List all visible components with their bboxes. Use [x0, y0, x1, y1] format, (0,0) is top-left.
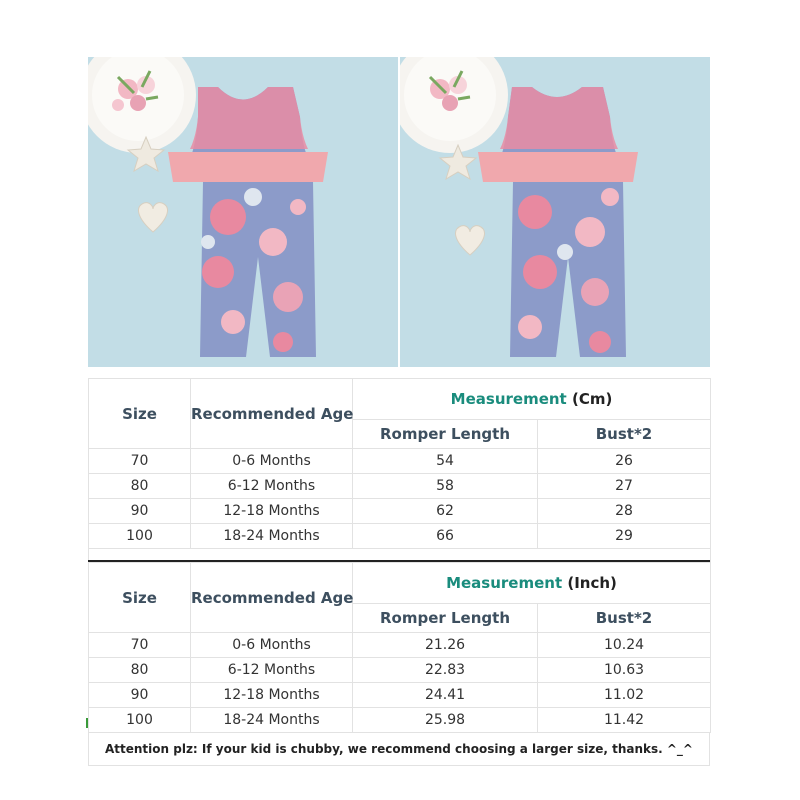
age-cell: 6-12 Months — [191, 658, 353, 683]
length-cell: 62 — [353, 499, 538, 524]
age-cell: 12-18 Months — [191, 499, 353, 524]
bust-cell: 27 — [538, 474, 711, 499]
length-cell: 54 — [353, 449, 538, 474]
size-cell: 90 — [89, 499, 191, 524]
age-cell: 0-6 Months — [191, 449, 353, 474]
measurement-unit: (Cm) — [571, 390, 613, 408]
table-row — [89, 633, 711, 658]
length-cell: 21.26 — [353, 633, 538, 658]
size-chart-inch — [88, 560, 710, 766]
recommended-age-header: Recommended Age — [191, 563, 353, 633]
size-cell: 70 — [89, 633, 191, 658]
length-cell: 25.98 — [353, 708, 538, 733]
table-row — [89, 683, 711, 708]
green-marker — [86, 718, 88, 728]
measurement-header — [353, 379, 711, 420]
length-cell: 22.83 — [353, 658, 538, 683]
measurement-header — [353, 563, 711, 604]
bust-header: Bust*2 — [538, 420, 711, 449]
bust-cell: 11.42 — [538, 708, 711, 733]
length-cell: 66 — [353, 524, 538, 549]
product-photo-front — [88, 57, 398, 367]
size-header: Size — [89, 379, 191, 449]
product-photo-back — [400, 57, 710, 367]
age-cell: 18-24 Months — [191, 524, 353, 549]
bust-cell: 11.02 — [538, 683, 711, 708]
size-cell: 70 — [89, 449, 191, 474]
table-row — [89, 708, 711, 733]
size-cell: 100 — [89, 524, 191, 549]
bust-cell: 10.24 — [538, 633, 711, 658]
length-cell: 24.41 — [353, 683, 538, 708]
table-row — [89, 474, 711, 499]
bust-cell: 26 — [538, 449, 711, 474]
bust-cell: 10.63 — [538, 658, 711, 683]
table-row — [89, 449, 711, 474]
size-header: Size — [89, 563, 191, 633]
measurement-unit: (Inch) — [567, 574, 617, 592]
table-row — [89, 499, 711, 524]
bust-header: Bust*2 — [538, 604, 711, 633]
age-cell: 6-12 Months — [191, 474, 353, 499]
age-cell: 0-6 Months — [191, 633, 353, 658]
table-row — [89, 658, 711, 683]
size-cell: 100 — [89, 708, 191, 733]
bust-cell: 28 — [538, 499, 711, 524]
measurement-label: Measurement — [450, 390, 567, 408]
age-cell: 18-24 Months — [191, 708, 353, 733]
attention-note: Attention plz: If your kid is chubby, we recommend choosing a larger size, thanks. ^_^ — [88, 733, 710, 766]
romper-length-header: Romper Length — [353, 420, 538, 449]
size-cell: 80 — [89, 474, 191, 499]
length-cell: 58 — [353, 474, 538, 499]
measurement-label: Measurement — [446, 574, 563, 592]
size-cell: 80 — [89, 658, 191, 683]
age-cell: 12-18 Months — [191, 683, 353, 708]
bust-cell: 29 — [538, 524, 711, 549]
size-cell: 90 — [89, 683, 191, 708]
table-row — [89, 524, 711, 549]
recommended-age-header: Recommended Age — [191, 379, 353, 449]
romper-length-header: Romper Length — [353, 604, 538, 633]
size-chart-cm — [88, 378, 710, 580]
